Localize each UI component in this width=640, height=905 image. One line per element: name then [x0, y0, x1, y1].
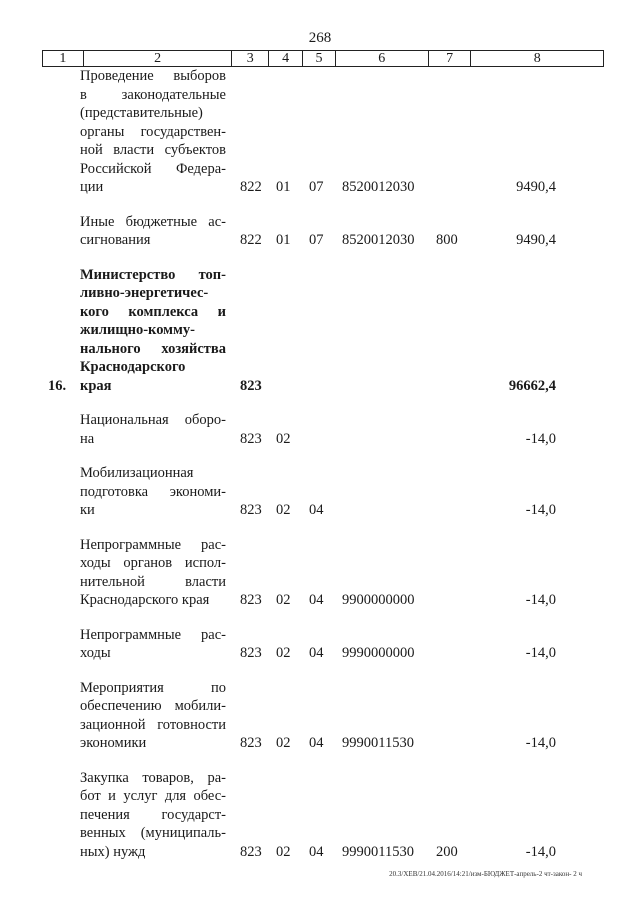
row-description	[80, 626, 226, 663]
table-row	[0, 536, 640, 610]
description-line: Министерство топ-	[80, 266, 226, 283]
target-article-code: 9990011530	[342, 735, 414, 751]
section-code: 02	[276, 645, 291, 661]
amount: -14,0	[525, 735, 556, 751]
target-article-code: 9900000000	[342, 592, 415, 608]
description-line: Мероприятия по	[80, 679, 226, 696]
column-header-3: 3	[232, 51, 269, 66]
ministry-code: 822	[240, 179, 262, 195]
section-code: 02	[276, 430, 291, 447]
amount: -14,0	[525, 645, 556, 661]
row-description	[80, 411, 226, 448]
column-header-7: 7	[429, 51, 472, 66]
subsection-code: 04	[309, 735, 324, 751]
amount: -14,0	[525, 502, 556, 518]
section-code: 02	[276, 843, 291, 860]
column-header-8: 8	[533, 51, 541, 66]
description-line: нального хозяйства	[80, 340, 226, 357]
column-header-1: 1	[43, 51, 84, 66]
amount: -14,0	[525, 430, 556, 447]
page-number: 268	[308, 30, 332, 46]
amount: 9490,4	[516, 232, 556, 248]
column-header-2: 2	[84, 51, 232, 66]
section-code: 01	[276, 179, 291, 195]
subsection-code: 07	[309, 179, 324, 195]
row-description	[80, 536, 226, 610]
description-line: Национальная оборо-	[80, 412, 226, 428]
description-line: органы государствен-	[80, 123, 226, 140]
section-code: 02	[276, 592, 291, 608]
column-header-6: 6	[336, 51, 429, 66]
description-line: ходы органов испол-	[80, 555, 226, 571]
row-number: 16.	[48, 377, 67, 394]
description-line: Мобилизационная	[80, 465, 194, 481]
amount: -14,0	[525, 843, 556, 860]
description-line: печения государст-	[80, 806, 226, 823]
description-line: ходы	[80, 645, 111, 661]
ministry-code: 822	[240, 232, 262, 248]
target-article-code: 9990011530	[342, 843, 414, 860]
budget-table-body	[0, 67, 640, 877]
row-description	[80, 266, 226, 396]
table-row	[0, 411, 640, 448]
description-line: Непрограммные рас-	[80, 536, 226, 553]
subsection-code: 04	[309, 843, 324, 860]
expense-type-code: 800	[436, 232, 458, 248]
amount: 9490,4	[516, 179, 556, 195]
ministry-code: 823	[240, 430, 262, 447]
description-line: подготовка экономи-	[80, 483, 226, 500]
description-line: (представительные)	[80, 105, 203, 121]
description-line: нительной власти	[80, 573, 226, 590]
description-line: венных (муниципаль-	[80, 825, 226, 841]
footer-file-stamp: 20.3/ХЕВ/21.04.2016/14:21/изм-БЮДЖЕТ-апрель-2 чт-закон- 2 ч	[389, 870, 582, 878]
ministry-code: 823	[240, 502, 262, 518]
description-line: Краснодарского края	[80, 592, 210, 608]
description-line: экономики	[80, 735, 147, 751]
ministry-code: 823	[240, 843, 262, 860]
description-line: кого комплекса и	[80, 303, 226, 320]
table-row	[0, 679, 640, 753]
subsection-code: 04	[309, 592, 324, 608]
description-line: Непрограммные рас-	[80, 626, 226, 643]
subsection-code: 04	[309, 502, 324, 518]
description-line: ции	[80, 179, 104, 195]
description-line: края	[80, 377, 112, 394]
table-row	[0, 67, 640, 197]
target-article-code: 8520012030	[342, 232, 415, 248]
description-line: в законодательные	[80, 86, 226, 103]
description-line: ливно-энергетичес-	[80, 285, 209, 301]
description-line: Закупка товаров, ра-	[80, 769, 226, 786]
description-line: ной власти субъектов	[80, 142, 226, 158]
column-header-4: 4	[269, 51, 303, 66]
row-description	[80, 67, 226, 197]
expense-type-code: 200	[436, 843, 458, 860]
ministry-code: 823	[240, 592, 262, 608]
description-line: ных) нужд	[80, 843, 146, 860]
description-line: зационной готовности	[80, 716, 226, 733]
table-row	[0, 464, 640, 520]
subsection-code: 07	[309, 232, 324, 248]
description-line: Иные бюджетные ас-	[80, 213, 226, 230]
section-code: 02	[276, 735, 291, 751]
row-description	[80, 213, 226, 250]
target-article-code: 8520012030	[342, 179, 415, 195]
amount: -14,0	[525, 592, 556, 608]
table-row	[0, 266, 640, 396]
table-row	[0, 213, 640, 250]
column-header-row	[42, 50, 604, 67]
ministry-code: 823	[240, 735, 262, 751]
description-line: Проведение выборов	[80, 68, 226, 84]
description-line: бот и услуг для обес-	[80, 788, 226, 804]
row-description	[80, 679, 226, 753]
row-description	[80, 769, 226, 862]
table-row	[0, 769, 640, 862]
section-code: 02	[276, 502, 291, 518]
table-row	[0, 626, 640, 663]
ministry-code: 823	[240, 377, 262, 394]
target-article-code: 9990000000	[342, 645, 415, 661]
amount: 96662,4	[508, 377, 556, 394]
description-line: обеспечению мобили-	[80, 698, 226, 714]
row-description	[80, 464, 226, 520]
description-line: сигнования	[80, 232, 151, 248]
section-code: 01	[276, 232, 291, 248]
description-line: Российской Федера-	[80, 160, 226, 177]
column-header-5: 5	[303, 51, 336, 66]
description-line: жилищно-комму-	[80, 322, 196, 338]
description-line: Краснодарского	[80, 359, 186, 375]
ministry-code: 823	[240, 645, 262, 661]
description-line: на	[80, 430, 95, 447]
subsection-code: 04	[309, 645, 324, 661]
description-line: ки	[80, 502, 95, 518]
